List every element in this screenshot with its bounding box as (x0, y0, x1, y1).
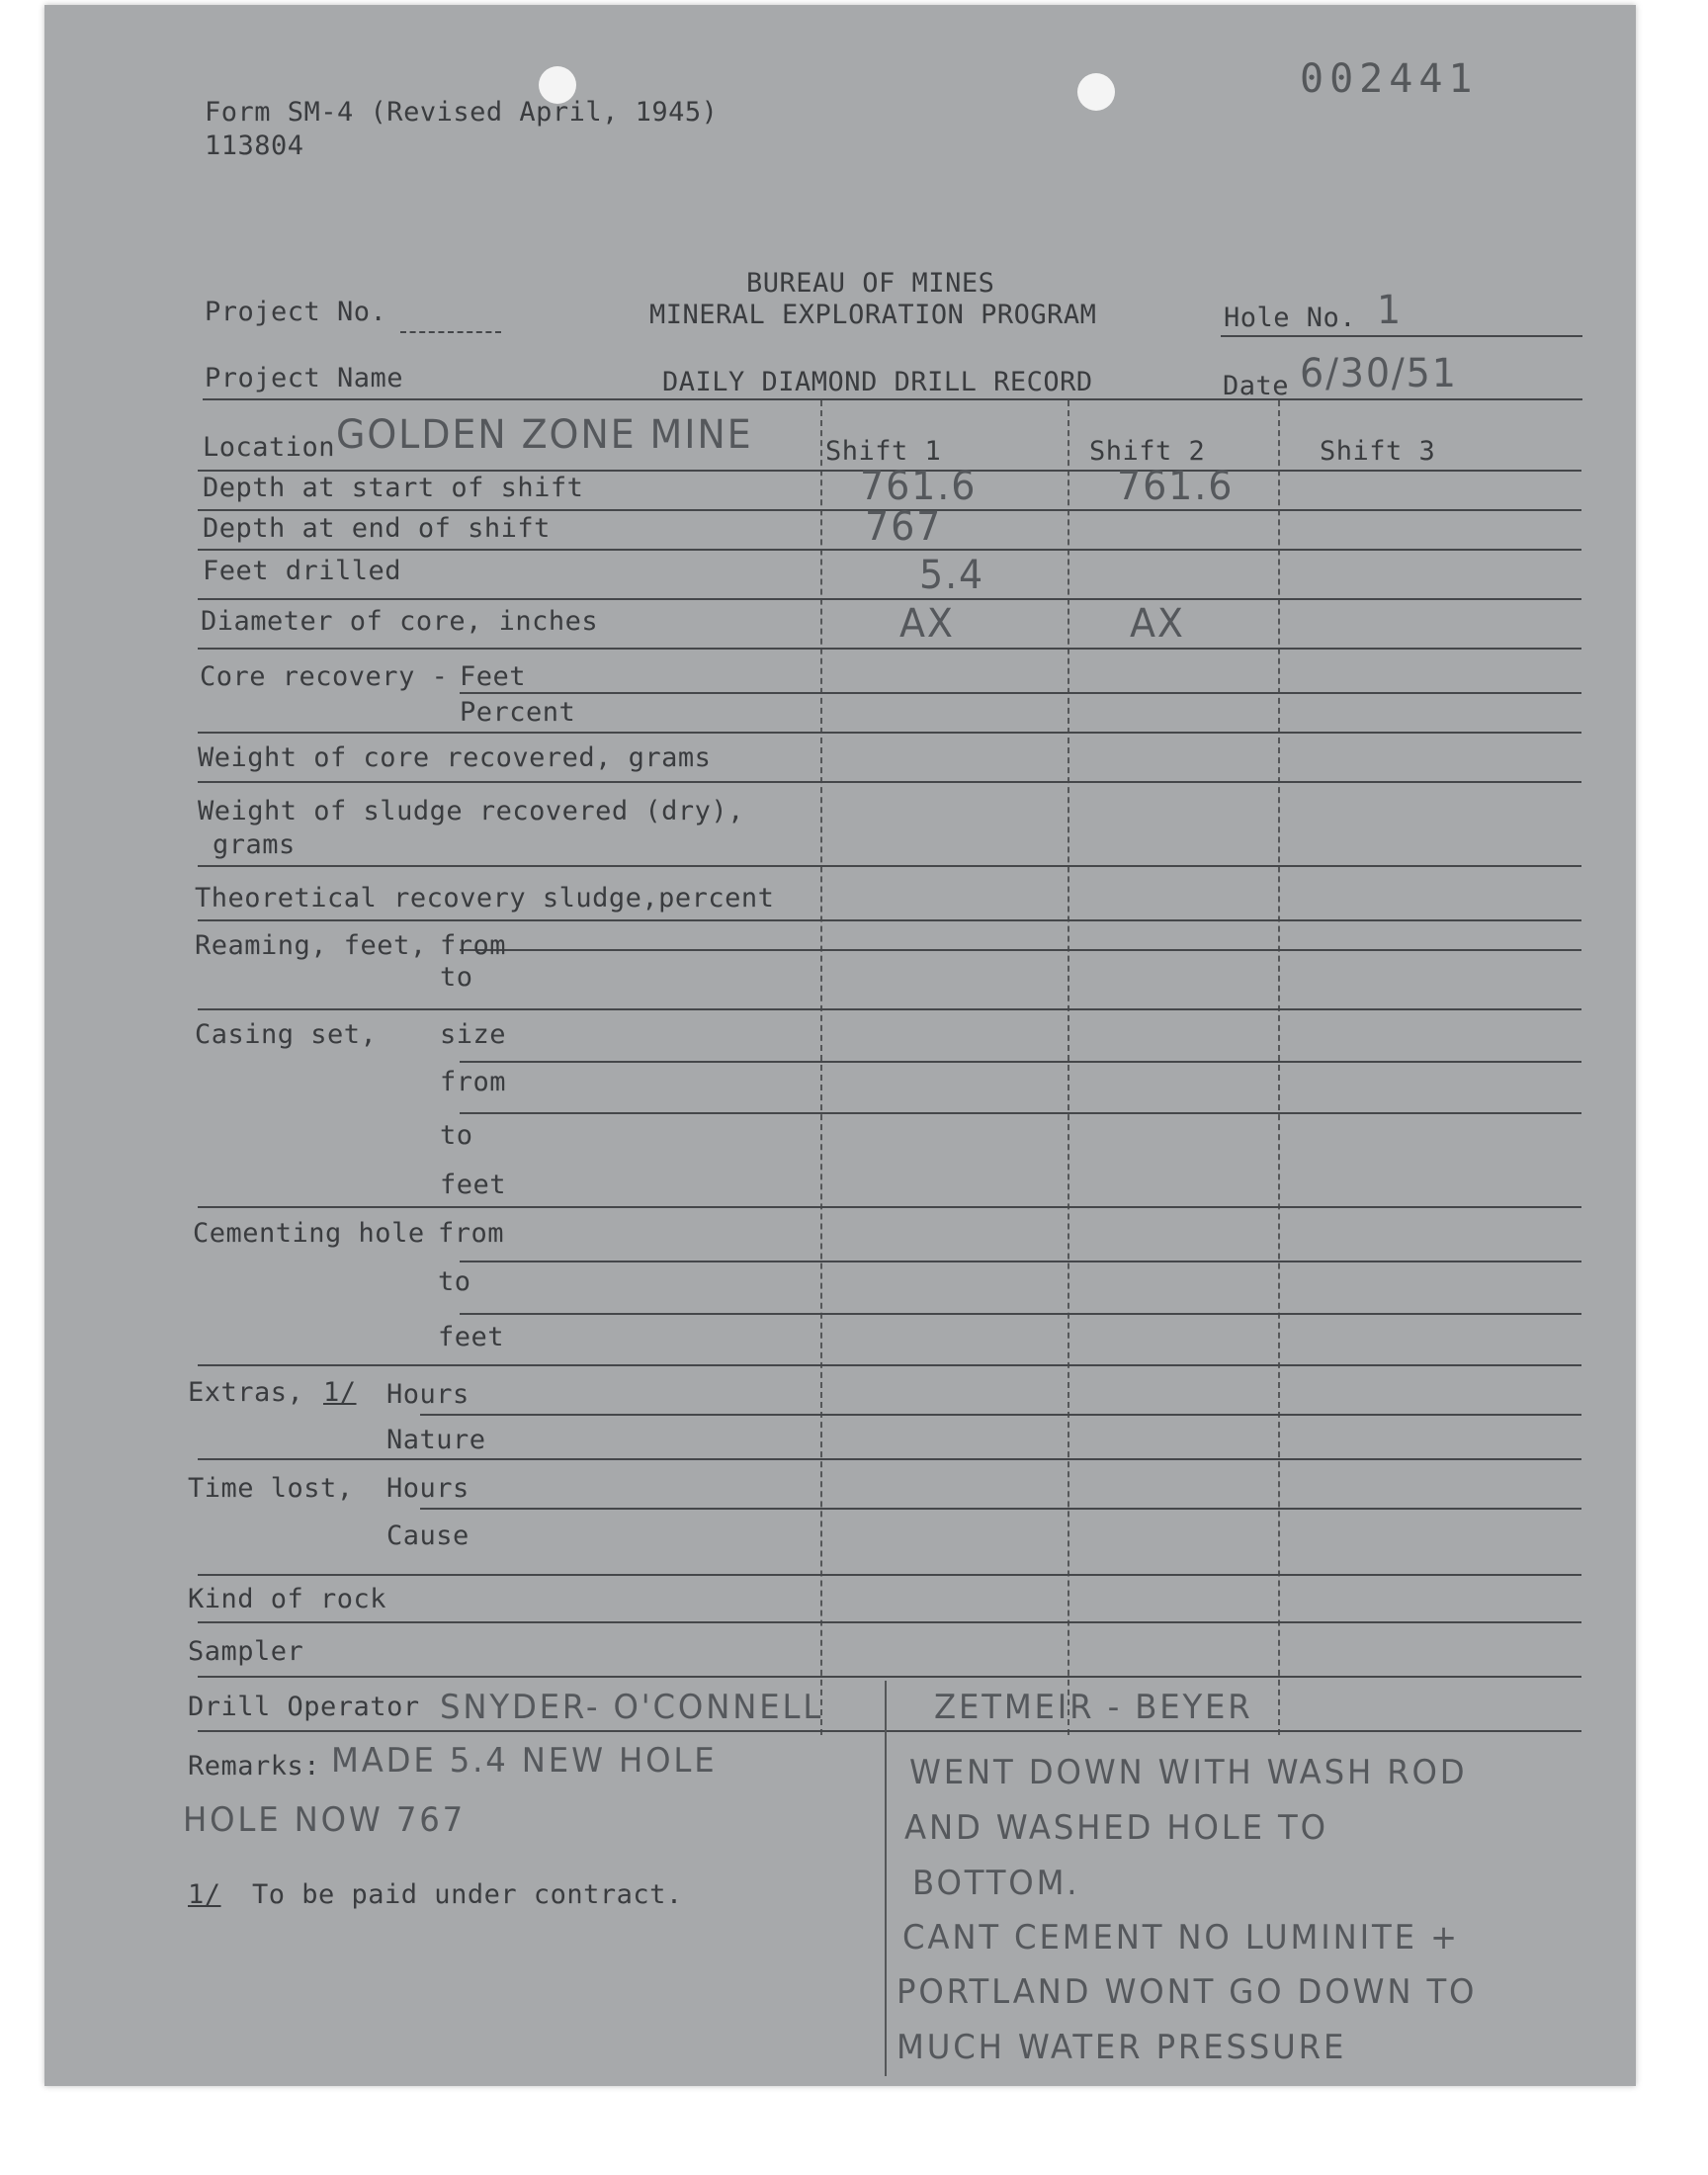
label-diameter: Diameter of core, inches (201, 606, 599, 637)
col-shift-3: Shift 3 (1320, 436, 1436, 467)
row-line (198, 1458, 1581, 1460)
remarks-shift2-line3: BOTTOM. (912, 1864, 1080, 1903)
col-divider-3 (1278, 400, 1280, 1735)
label-casing: Casing set, (195, 1019, 378, 1050)
remarks-shift2-line6: MUCH WATER PRESSURE (897, 2028, 1347, 2067)
feet-drilled-shift1: 5.4 (919, 553, 985, 598)
label-sampler: Sampler (188, 1636, 304, 1667)
form-paper (44, 5, 1636, 2086)
row-line (198, 919, 1581, 921)
remarks-divider (885, 1681, 887, 2076)
remarks-shift2-line1: WENT DOWN WITH WASH ROD (909, 1753, 1468, 1792)
label-kind-of-rock: Kind of rock (188, 1584, 387, 1614)
label-core-recovery: Core recovery - (200, 661, 449, 692)
label-cementing: Cementing hole (193, 1218, 425, 1249)
punch-hole-right (1077, 73, 1115, 111)
hole-no-label: Hole No. (1224, 303, 1357, 333)
location-label: Location (203, 432, 336, 463)
label-cementing-to: to (438, 1266, 471, 1297)
project-name-line (203, 398, 1582, 400)
label-casing-from: from (440, 1067, 507, 1097)
drill-operator-shift1: SNYDER- O'CONNELL (440, 1688, 824, 1727)
hole-no-value: 1 (1377, 288, 1404, 333)
label-casing-to: to (440, 1120, 473, 1151)
row-line (198, 1206, 1581, 1208)
row-line (198, 1574, 1581, 1576)
diameter-shift1: AX (899, 601, 955, 647)
serial-number: 002441 (1300, 56, 1479, 102)
row-line (198, 1621, 1581, 1623)
label-depth-end: Depth at end of shift (203, 513, 551, 544)
col-shift-1: Shift 1 (825, 436, 942, 467)
label-reaming-to: to (440, 962, 473, 993)
label-extras: Extras, (188, 1377, 304, 1408)
footnote-text: To be paid under contract. (252, 1879, 683, 1910)
project-no-label: Project No. (205, 297, 387, 327)
label-extras-footnote-ref: 1/ (323, 1377, 357, 1408)
agency-title: BUREAU OF MINES (746, 268, 995, 299)
depth-start-shift2: 761.6 (1117, 464, 1235, 509)
label-casing-feet: feet (440, 1170, 507, 1200)
row-line (198, 1730, 1581, 1732)
remarks-shift2-line2: AND WASHED HOLE TO (904, 1808, 1328, 1848)
col-divider-2 (1068, 400, 1069, 1735)
label-reaming: Reaming, feet, (195, 930, 427, 961)
row-line (198, 781, 1581, 783)
remarks-shift1-line2: HOLE NOW 767 (183, 1800, 467, 1840)
label-extras-nature: Nature (386, 1425, 486, 1455)
row-line (460, 1112, 1581, 1114)
row-line (420, 1414, 1581, 1416)
row-line (198, 648, 1581, 650)
footnote-mark: 1/ (188, 1879, 221, 1910)
form-id: Form SM-4 (Revised April, 1945) (205, 97, 719, 128)
label-weight-core: Weight of core recovered, grams (198, 742, 712, 773)
label-feet-drilled: Feet drilled (203, 556, 402, 586)
label-core-recovery-percent: Percent (460, 697, 576, 728)
label-time-lost: Time lost, (188, 1473, 354, 1504)
date-value: 6/30/51 (1300, 351, 1458, 396)
row-line (198, 598, 1581, 600)
row-line (460, 949, 1581, 951)
label-drill-operator: Drill Operator (188, 1692, 420, 1722)
row-line (460, 1313, 1581, 1315)
project-no-line (400, 331, 501, 333)
depth-start-shift1: 761.6 (860, 464, 978, 509)
location-value: GOLDEN ZONE MINE (336, 412, 753, 458)
depth-end-shift1: 767 (865, 504, 943, 550)
remarks-shift2-line4: CANT CEMENT NO LUMINITE + (902, 1918, 1460, 1958)
label-cementing-from: from (438, 1218, 505, 1249)
row-line (198, 1676, 1581, 1678)
remarks-shift2-line5: PORTLAND WONT GO DOWN TO (897, 1972, 1478, 2012)
row-line (460, 1261, 1581, 1262)
label-reaming-from: from (440, 930, 507, 961)
label-time-lost-cause: Cause (386, 1521, 470, 1551)
project-name-label: Project Name (205, 363, 404, 393)
label-depth-start: Depth at start of shift (203, 473, 584, 503)
col-shift-2: Shift 2 (1089, 436, 1206, 467)
program-title: MINERAL EXPLORATION PROGRAM (649, 300, 1097, 330)
label-casing-size: size (440, 1019, 507, 1050)
date-label: Date (1223, 371, 1290, 401)
row-line (198, 1364, 1581, 1366)
row-line (460, 692, 1581, 694)
hole-no-line (1221, 335, 1582, 337)
row-line (198, 732, 1581, 734)
col-divider-1 (820, 400, 822, 1735)
label-cementing-feet: feet (438, 1322, 505, 1352)
row-line (198, 865, 1581, 867)
drill-operator-shift2: ZETMEIR - BEYER (934, 1688, 1253, 1727)
form-code: 113804 (205, 130, 304, 161)
label-core-recovery-feet: Feet (460, 661, 527, 692)
row-line (460, 1061, 1581, 1063)
label-weight-sludge-grams: grams (213, 829, 296, 860)
diameter-shift2: AX (1130, 601, 1185, 647)
label-time-lost-hours: Hours (386, 1473, 470, 1504)
row-line (198, 1008, 1581, 1010)
label-weight-sludge: Weight of sludge recovered (dry), (198, 796, 744, 826)
remarks-shift1-line1: MADE 5.4 NEW HOLE (331, 1741, 718, 1781)
row-line (420, 1508, 1581, 1510)
record-title: DAILY DIAMOND DRILL RECORD (662, 367, 1093, 397)
label-extras-hours: Hours (386, 1379, 470, 1410)
label-theoretical: Theoretical recovery sludge,percent (195, 883, 775, 914)
label-remarks: Remarks: (188, 1751, 321, 1782)
